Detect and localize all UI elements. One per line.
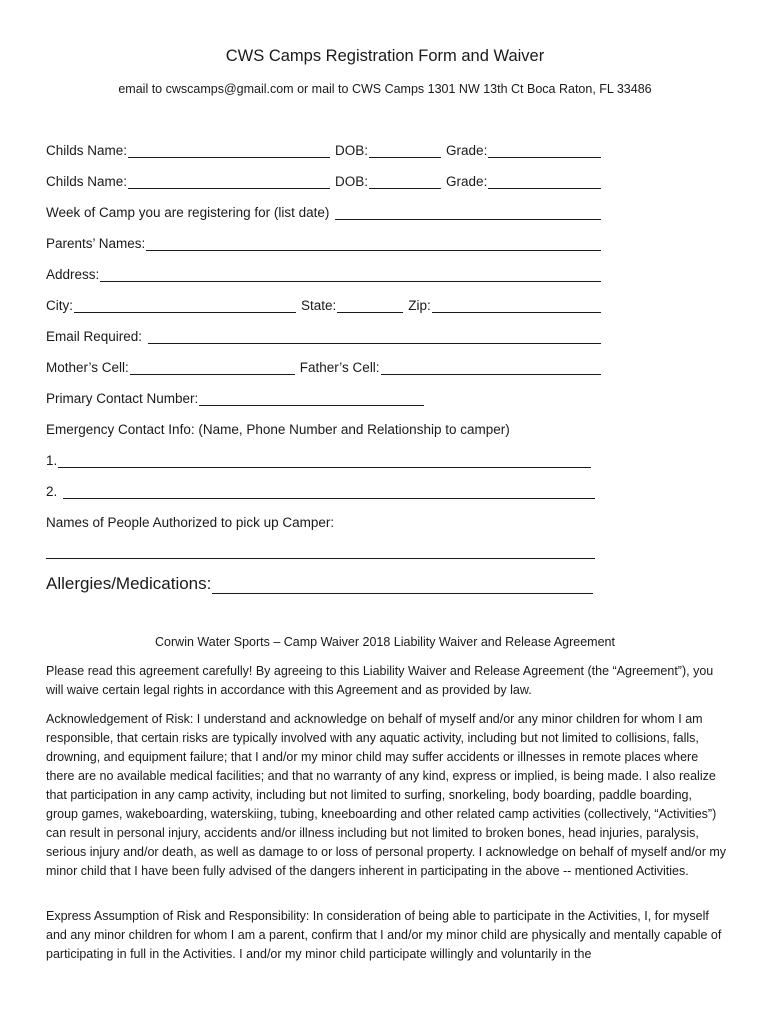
dob-field[interactable] [369, 143, 441, 158]
primary-contact-row [46, 388, 601, 406]
form-subtitle: email to cwscamps@gmail.com or mail to CWS Camps 1301 NW 13th Ct Boca Raton, FL 33486 [118, 82, 652, 96]
childs-name-label: Childs Name: [46, 143, 128, 158]
week-row [46, 202, 601, 220]
allergies-row [46, 572, 593, 594]
address-row [46, 264, 601, 282]
emergency-2-label: 2. [46, 484, 58, 499]
dob-field[interactable] [369, 174, 441, 189]
city-state-zip-row [46, 295, 601, 313]
parents-row [46, 233, 601, 251]
week-label: Week of Camp you are registering for (list date) [46, 205, 330, 220]
allergies-field[interactable] [212, 577, 593, 594]
zip-label: Zip: [408, 298, 431, 313]
mothers-cell-label: Mother’s Cell: [46, 360, 129, 375]
dob-label: DOB: [335, 174, 369, 189]
childs-name-label: Childs Name: [46, 174, 128, 189]
city-field[interactable] [74, 298, 296, 313]
form-title: CWS Camps Registration Form and Waiver [225, 47, 545, 65]
email-row [46, 326, 601, 344]
emergency-label: Emergency Contact Info: (Name, Phone Number and Relationship to camper) [46, 422, 510, 437]
emergency-1-field[interactable] [58, 453, 591, 468]
child-2-row [46, 171, 601, 189]
mothers-cell-field[interactable] [130, 360, 295, 375]
fathers-cell-label: Father’s Cell: [299, 360, 380, 375]
waiver-paragraph-assumption: Express Assumption of Risk and Responsibility: In consideration of being able to participate in the Activities, I, for myself and any minor children for whom I am a parent, confirm that I and/or my minor child are physically and mentally capable of participating in full in the Activities. I and/or my minor child participate willingly and voluntarily in the [46, 909, 722, 961]
dob-label: DOB: [335, 143, 369, 158]
authorized-row [46, 512, 601, 530]
waiver-paragraph-intro: Please read this agreement carefully! By agreeing to this Liability Waiver and Release Agreement (the “Agreement”), you will waive certain legal rights in accordance with this Agreement and as provided by law. [46, 664, 714, 697]
allergies-label: Allergies/Medications: [46, 574, 212, 593]
authorized-label: Names of People Authorized to pick up Camper: [46, 515, 335, 530]
emergency-1-row [46, 450, 591, 468]
child-1-row [46, 140, 601, 158]
primary-contact-label: Primary Contact Number: [46, 391, 199, 406]
email-label: Email Required: [46, 329, 143, 344]
city-label: City: [46, 298, 73, 313]
emergency-row [46, 419, 601, 437]
childs-name-field[interactable] [128, 143, 330, 158]
fathers-cell-field[interactable] [381, 360, 601, 375]
cell-phones-row [46, 357, 601, 375]
address-field[interactable] [100, 267, 601, 282]
waiver-paragraph-acknowledgement: Acknowledgement of Risk: I understand and acknowledge on behalf of myself and/or any minor children for whom I am responsible, that certain risks are typically involved with any aquatic activity, including but not limited to collisions, falls, drowning, and equipment failure; that I and/or my minor child may suffer accidents or illnesses in remote places where there are no available medical facilities; and that no warranty of any kind, express or implied, is being made. I also realize that participation in any camp activity, including but not limited to surfing, snorkeling, body boarding, paddle boarding, group games, wakeboarding, waterskiing, tubing, kneeboarding and other related camp activities (collectively, “Activities”) can result in personal injury, accidents and/or illness including but not limited to broken bones, head injuries, paralysis, serious injury and/or death, as well as damage to or loss of personal property. I acknowledge on behalf of myself and/or my minor child that I have been fully advised of the dangers inherent in participating in the above -- mentioned Activities. [46, 712, 726, 878]
grade-label: Grade: [446, 143, 488, 158]
authorized-field[interactable] [46, 544, 595, 559]
grade-label: Grade: [446, 174, 488, 189]
parents-label: Parents’ Names: [46, 236, 146, 251]
emergency-2-row [46, 481, 595, 499]
authorized-line-row [46, 541, 595, 559]
parents-field[interactable] [146, 236, 601, 251]
state-field[interactable] [337, 298, 403, 313]
primary-contact-field[interactable] [199, 391, 424, 406]
emergency-1-label: 1. [46, 453, 58, 468]
address-label: Address: [46, 267, 100, 282]
grade-field[interactable] [488, 143, 601, 158]
state-label: State: [301, 298, 337, 313]
zip-field[interactable] [432, 298, 601, 313]
week-field[interactable] [335, 205, 601, 220]
grade-field[interactable] [488, 174, 601, 189]
childs-name-field[interactable] [128, 174, 330, 189]
waiver-title: Corwin Water Sports – Camp Waiver 2018 Liability Waiver and Release Agreement [155, 635, 615, 649]
email-field[interactable] [148, 329, 601, 344]
emergency-2-field[interactable] [63, 484, 595, 499]
